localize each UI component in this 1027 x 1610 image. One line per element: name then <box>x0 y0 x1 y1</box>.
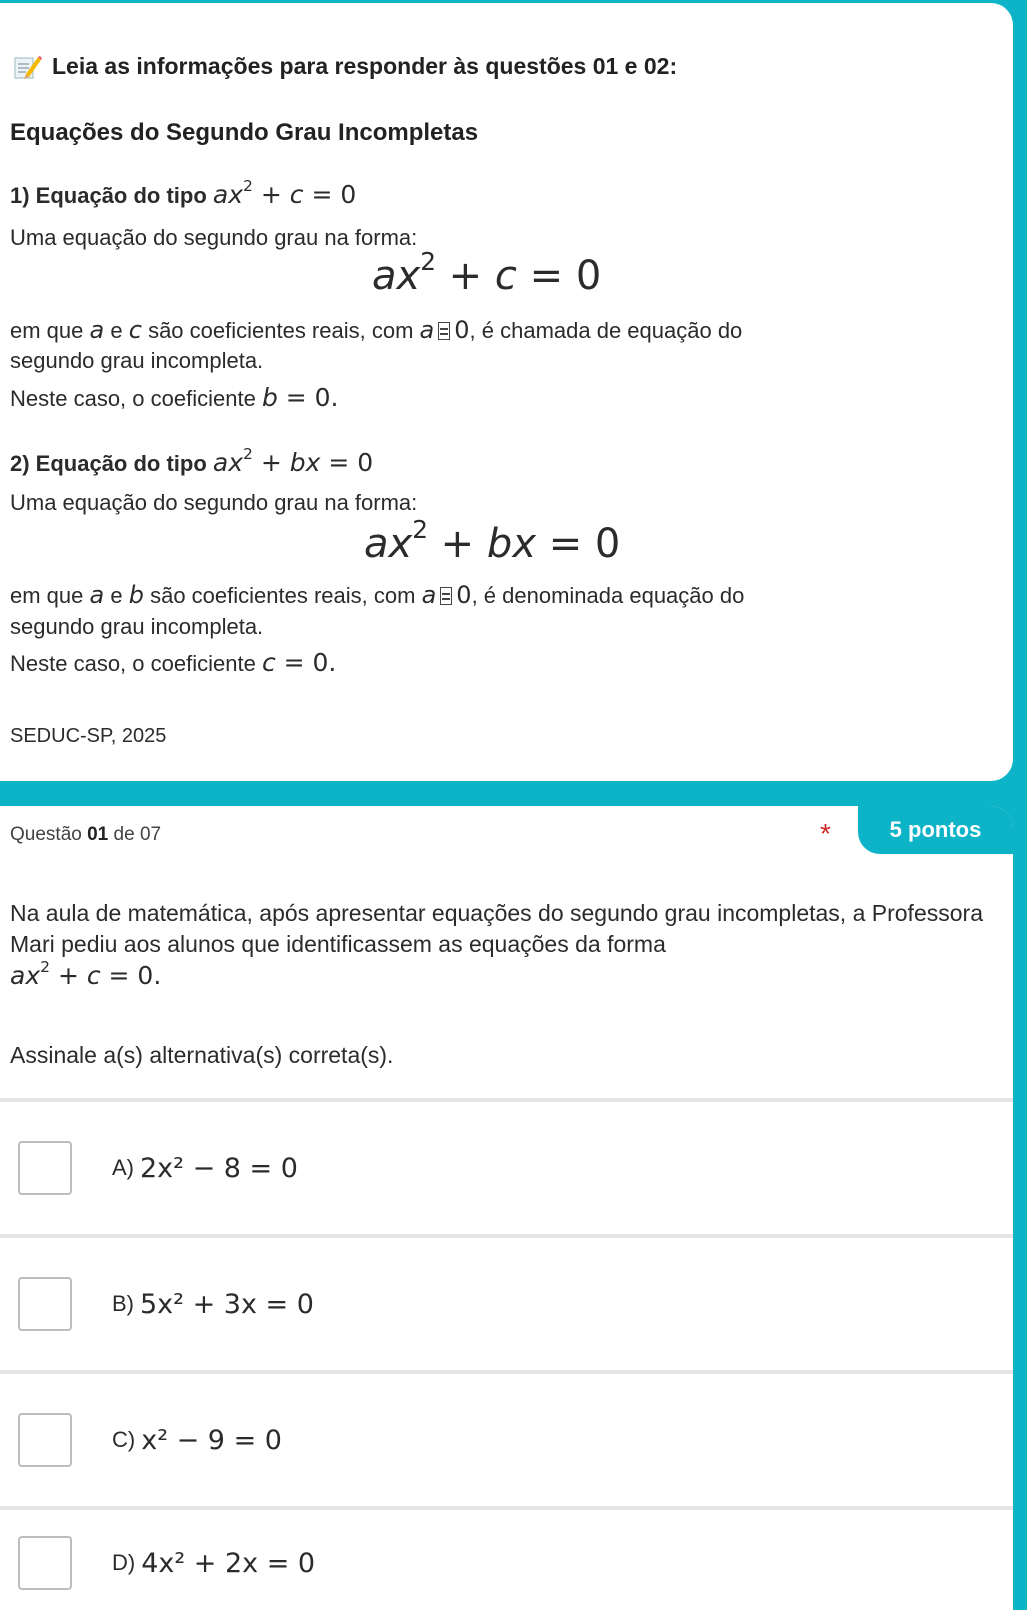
not-equal-glyph <box>440 587 452 605</box>
section-title: Equações do Segundo Grau Incompletas <box>10 119 479 146</box>
option-c-checkbox[interactable] <box>18 1413 72 1467</box>
option-b-checkbox[interactable] <box>18 1277 72 1331</box>
part1-line2: segundo grau incompleta. <box>10 348 264 373</box>
option-b[interactable] <box>0 1234 1013 1370</box>
option-a-checkbox[interactable] <box>18 1141 72 1195</box>
question-text-body: Na aula de matemática, após apresentar equações do segundo grau incompletas, a Professora Mari pediu aos alunos que identificassem as equações da forma <box>10 900 983 957</box>
part1-line3: Neste caso, o coeficiente b = 0. <box>10 383 339 412</box>
part2-line1-rest: são coeficientes reais, com <box>150 583 416 608</box>
question-counter <box>10 824 161 846</box>
info-card <box>0 3 1013 781</box>
info-title <box>14 53 677 80</box>
question-form-eq: $ax^2 + c = 0$. <box>10 957 162 990</box>
option-a-equation: 2x² − 8 = 0 <box>140 1152 298 1184</box>
option-c-letter: C) <box>112 1427 136 1452</box>
part1-line1-end: , é chamada de equação do <box>469 318 743 343</box>
part2-line1-mid: e <box>110 583 123 608</box>
part2-heading-text: 2) Equação do tipo <box>10 451 207 476</box>
part1-formula: $ax^2 + c = 0$ <box>372 246 602 299</box>
question-card <box>0 806 1013 1610</box>
question-counter-suffix: de 07 <box>113 824 162 845</box>
part2-line1-prefix: em que <box>10 583 84 608</box>
source-citation: SEDUC-SP, 2025 <box>10 725 167 747</box>
part1-heading-text: 1) Equação do tipo <box>10 183 207 208</box>
memo-pencil-icon <box>14 54 42 80</box>
required-asterisk: * <box>820 818 831 849</box>
part2-formula: $ax^2$ + bx = 0 <box>364 514 621 567</box>
points-badge: 5 pontos <box>858 806 1013 854</box>
option-d-equation: 4x² + 2x = 0 <box>141 1547 316 1579</box>
option-d[interactable] <box>0 1506 1013 1610</box>
part1-line3-text: Neste caso, o coeficiente <box>10 386 256 411</box>
part2-intro: Uma equação do segundo grau na forma: <box>10 490 418 515</box>
question-number: 01 <box>87 824 109 845</box>
option-d-letter: D) <box>112 1550 136 1575</box>
question-instruction: Assinale a(s) alternativa(s) correta(s). <box>10 1042 394 1068</box>
part1-line1-prefix: em que <box>10 318 84 343</box>
option-d-checkbox[interactable] <box>18 1536 72 1590</box>
option-a[interactable] <box>0 1098 1013 1234</box>
part1-line1: em que a e c são coeficientes reais, com a 0, é chamada de equação do <box>10 316 743 344</box>
not-equal-glyph <box>438 322 450 340</box>
question-counter-prefix: Questão <box>10 824 82 845</box>
part1-line1-mid: e <box>110 318 123 343</box>
question-text <box>10 898 1000 992</box>
part1-intro: Uma equação do segundo grau na forma: <box>10 225 418 250</box>
part1-heading <box>10 176 357 209</box>
option-b-equation: 5x² + 3x = 0 <box>140 1288 314 1320</box>
part2-heading <box>10 444 374 477</box>
part2-line1: em que a e b são coeficientes reais, com a 0, é denominada equação do <box>10 581 745 609</box>
option-c-equation: x² − 9 = 0 <box>141 1424 282 1456</box>
part1-heading-eq: $ax^2 + c = 0$ <box>212 176 357 209</box>
part1-line1-rest: são coeficientes reais, com <box>148 318 414 343</box>
option-b-letter: B) <box>112 1291 134 1316</box>
option-a-letter: A) <box>112 1155 134 1180</box>
part2-heading-eq: $ax^2$ + bx = 0 <box>212 444 374 477</box>
part2-line2: segundo grau incompleta. <box>10 614 264 639</box>
part2-line3-text: Neste caso, o coeficiente <box>10 651 256 676</box>
part2-line1-end: , é denominada equação do <box>471 583 745 608</box>
info-title-text: Leia as informações para responder às questões 01 e 02: <box>52 53 678 79</box>
option-c[interactable] <box>0 1370 1013 1506</box>
part2-line3: Neste caso, o coeficiente c = 0. <box>10 648 337 677</box>
